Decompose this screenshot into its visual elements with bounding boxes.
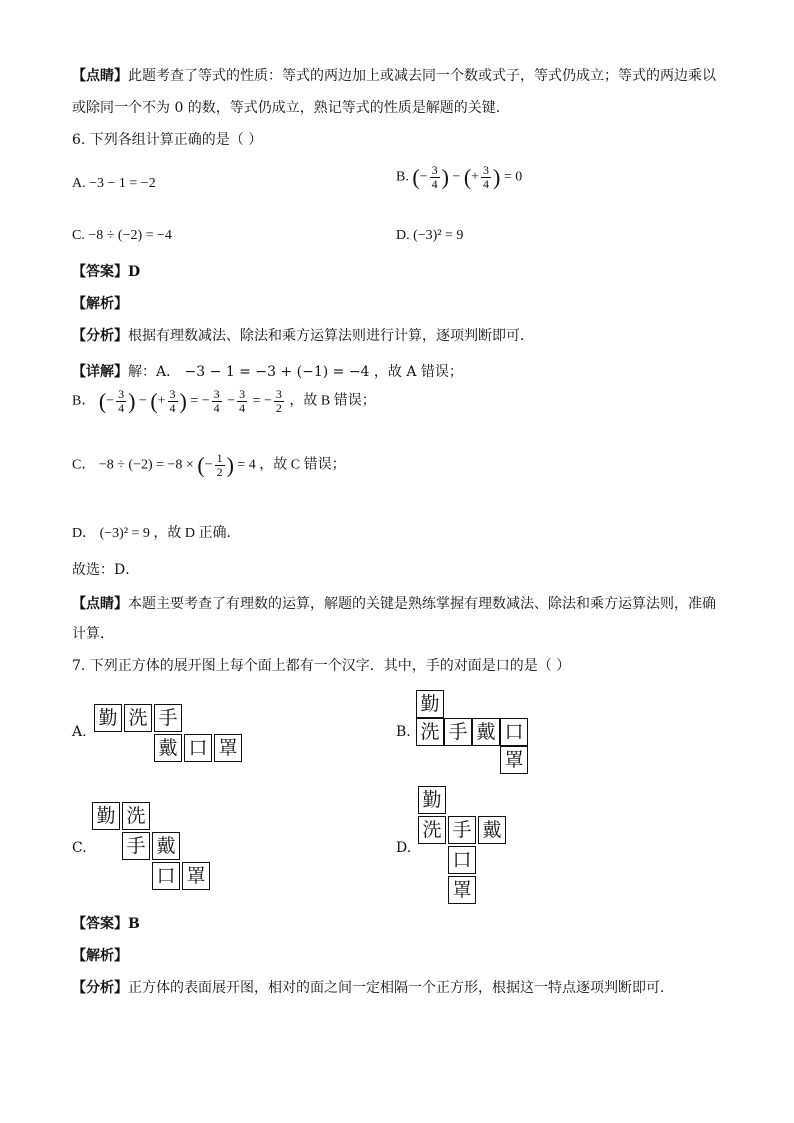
frac: $\frac{3}{4}$ [483,163,490,191]
q7-stem: 7. 下列正方体的展开图上每个面上都有一个汉字．其中，手的对面是口的是（ ） [72,658,571,674]
q6-option-a: A. −3 − 1 = −2 [72,176,156,191]
face-zhao: 罩 [500,746,528,774]
face-xi: 洗 [418,816,446,844]
face-xi: 洗 [124,704,152,732]
dianjing-tag: 【点睛】 [72,68,128,84]
dianjing-line-2: 或除同一个不为 0 的数，等式仍成立，熟记等式的性质是解题的关键． [72,100,510,116]
face-qin: 勤 [94,704,122,732]
q6-option-b: B. (− $\frac{3}{4}$ ) − (+ $\frac{3}{4}$ ) = 0 [396,163,523,191]
q7-option-a-label: A. [72,724,87,740]
face-dai: 戴 [478,816,506,844]
q6-detail-a: 【详解】解：A． −3 − 1 = −3 + (−1) = −4 ，故 A 错误； [72,364,463,380]
face-shou: 手 [122,832,150,860]
dianjing-line-1 [72,66,716,86]
q7-jiexi: 【解析】 [72,948,128,964]
face-xi: 洗 [122,802,150,830]
face-dai: 戴 [154,734,182,762]
face-kou: 口 [448,846,476,874]
q6-detail-b: B． (− $\frac{3}{4}$ ) − (+ $\frac{3}{4}$ ) = − $\frac{3}{4}$ − $\frac{3}{4}$ = − $\frac{3}{2}$ ，故 B 错误； [72,387,376,415]
face-kou: 口 [152,862,180,890]
face-shou: 手 [154,704,182,732]
q6-option-d: D. (−3)² = 9 [396,228,464,243]
q6-option-b-label: B. [396,169,409,185]
q6-option-c: C. −8 ÷ (−2) = −4 [72,228,172,243]
q6-choose: 故选：D． [72,562,140,578]
face-zhao: 罩 [182,862,210,890]
face-zhao: 罩 [448,876,476,904]
face-zhao: 罩 [214,734,242,762]
q7-analysis: 【分析】正方体的表面展开图，相对的面之间一定相隔一个正方形，根据这一特点逐项判断即可． [72,980,674,996]
q7-option-b-label: B. [396,724,411,740]
face-kou: 口 [500,718,528,746]
face-dai: 戴 [152,832,180,860]
face-shou: 手 [444,718,472,746]
q7-option-d-label: D. [396,840,412,856]
q7-option-c-label: C. [72,840,87,856]
face-qin: 勤 [92,802,120,830]
q6-answer: 【答案】D [72,264,141,280]
face-shou: 手 [448,816,476,844]
q6-dianjing-2: 计算． [72,626,114,642]
q6-jiexi: 【解析】 [72,296,128,312]
frac: $\frac{3}{4}$ [431,163,438,191]
face-dai: 戴 [472,718,500,746]
face-qin: 勤 [418,786,446,814]
q6-detail-c: C． −8 ÷ (−2) = −8 × (− $\frac{1}{2}$ ) = 4 ，故 C 错误； [72,451,346,479]
dianjing-text: 此题考查了等式的性质：等式的两边加上或减去同一个数或式子，等式仍成立；等式的两边乘以 [128,68,716,84]
face-qin: 勤 [416,690,444,718]
q7-answer: 【答案】B [72,916,140,932]
face-kou: 口 [184,734,212,762]
q6-analysis: 【分析】根据有理数减法、除法和乘方运算法则进行计算，逐项判断即可． [72,328,534,344]
q6-stem: 6. 下列各组计算正确的是（ ） [72,132,263,148]
face-xi: 洗 [416,718,444,746]
q6-detail-d: D． (−3)² = 9 ，故 D 正确． [72,526,241,541]
q6-dianjing: 【点睛】本题主要考查了有理数的运算，解题的关键是熟练掌握有理数减法、除法和乘方运算法则，准确 [72,596,716,612]
